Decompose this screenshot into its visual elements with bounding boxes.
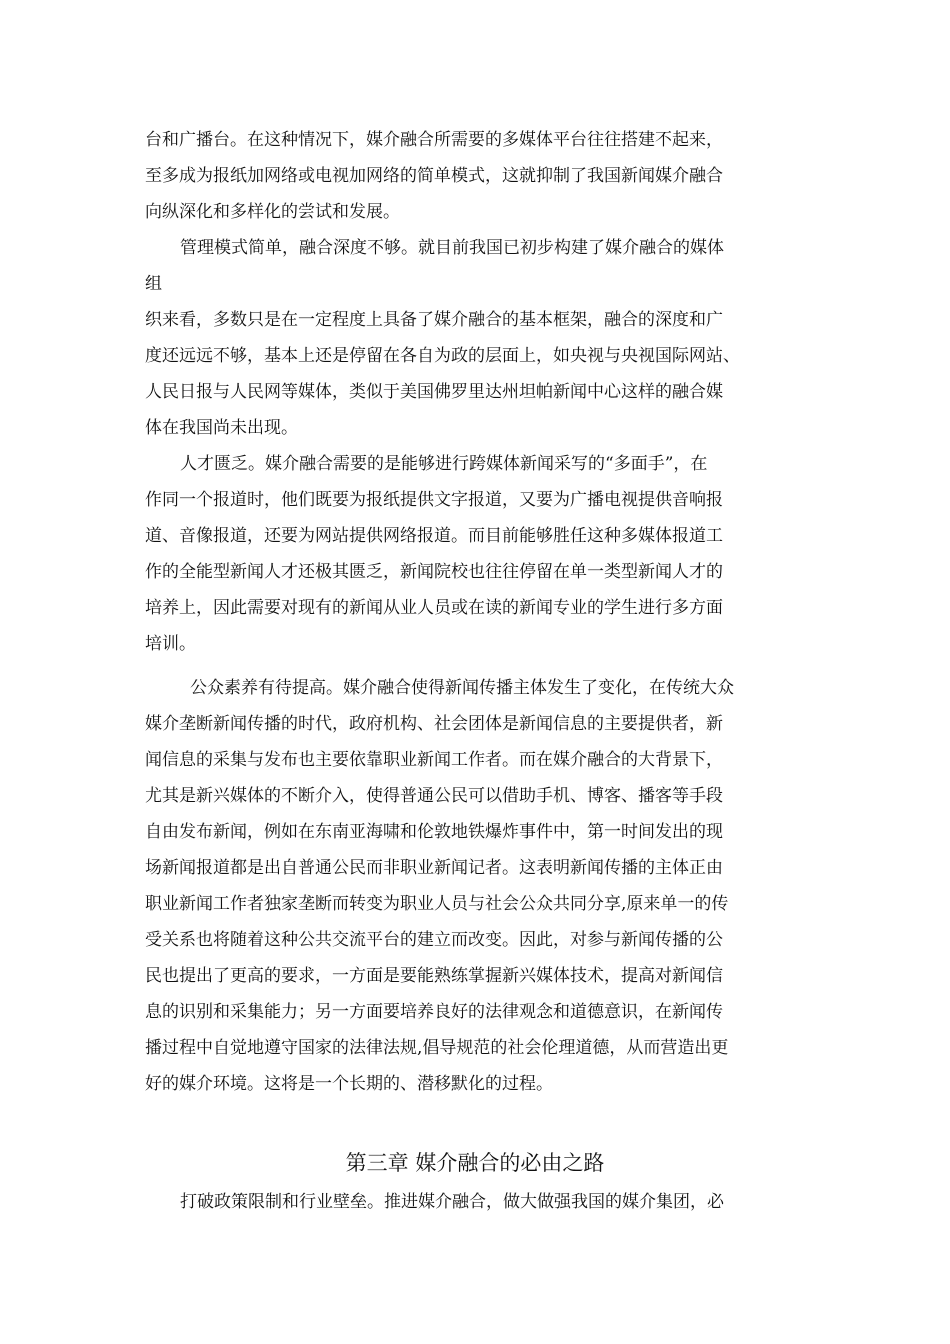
- text-line: 度还远远不够，基本上还是停留在各自为政的层面上，如央视与央视国际网站、: [145, 346, 740, 366]
- text-line: 民也提出了更高的要求，一方面是要能熟练掌握新兴媒体技术，提高对新闻信: [145, 966, 723, 986]
- text-line: 织来看，多数只是在一定程度上具备了媒介融合的基本框架，融合的深度和广: [145, 310, 723, 330]
- text-line: 至多成为报纸加网络或电视加网络的简单模式，这就抑制了我国新闻媒介融合: [145, 166, 723, 186]
- text-line: 自由发布新闻，例如在东南亚海啸和伦敦地铁爆炸事件中，第一时间发出的现: [145, 822, 723, 842]
- text-line: 人民日报与人民网等媒体，类似于美国佛罗里达州坦帕新闻中心这样的融合媒: [145, 382, 723, 402]
- text-line: 台和广播台。在这种情况下，媒介融合所需要的多媒体平台往往搭建不起来，: [145, 130, 723, 150]
- text-line: 道、音像报道，还要为网站提供网络报道。而目前能够胜任这种多媒体报道工: [145, 526, 723, 546]
- text-line: 作的全能型新闻人才还极其匮乏，新闻院校也往往停留在单一类型新闻人才的: [145, 562, 723, 582]
- text-line: 息的识别和采集能力；另一方面要培养良好的法律观念和道德意识，在新闻传: [145, 1002, 723, 1022]
- text-line: 好的媒介环境。这将是一个长期的、潜移默化的过程。: [145, 1074, 553, 1094]
- text-line: 职业新闻工作者独家垄断而转变为职业人员与社会公众共同分享,原来单一的传: [145, 894, 729, 914]
- text-line: 人才匮乏。媒介融合需要的是能够进行跨媒体新闻采写的“多面手”，在: [180, 454, 708, 474]
- chapter-heading: 第三章 媒介融合的必由之路: [345, 1151, 605, 1175]
- text-line: 打破政策限制和行业壁垒。推进媒介融合，做大做强我国的媒介集团，必: [180, 1192, 724, 1212]
- text-line: 培养上，因此需要对现有的新闻从业人员或在读的新闻专业的学生进行多方面: [145, 598, 723, 618]
- text-line: 组: [145, 274, 162, 294]
- text-line: 受关系也将随着这种公共交流平台的建立而改变。因此，对参与新闻传播的公: [145, 930, 723, 950]
- text-line: 闻信息的采集与发布也主要依靠职业新闻工作者。而在媒介融合的大背景下，: [145, 750, 723, 770]
- text-line: 尤其是新兴媒体的不断介入，使得普通公民可以借助手机、博客、播客等手段: [145, 786, 723, 806]
- text-line: 作同一个报道时，他们既要为报纸提供文字报道，又要为广播电视提供音响报: [145, 490, 723, 510]
- text-line: 场新闻报道都是出自普通公民而非职业新闻记者。这表明新闻传播的主体正由: [145, 858, 723, 878]
- text-line: 培训。: [145, 634, 196, 654]
- text-line: 公众素养有待提高。媒介融合使得新闻传播主体发生了变化，在传统大众: [190, 678, 734, 698]
- text-line: 管理模式简单，融合深度不够。就目前我国已初步构建了媒介融合的媒体: [180, 238, 724, 258]
- text-line: 体在我国尚未出现。: [145, 418, 298, 438]
- text-line: 媒介垄断新闻传播的时代，政府机构、社会团体是新闻信息的主要提供者，新: [145, 714, 723, 734]
- text-line: 向纵深化和多样化的尝试和发展。: [145, 202, 400, 222]
- text-line: 播过程中自觉地遵守国家的法律法规,倡导规范的社会伦理道德，从而营造出更: [145, 1038, 729, 1058]
